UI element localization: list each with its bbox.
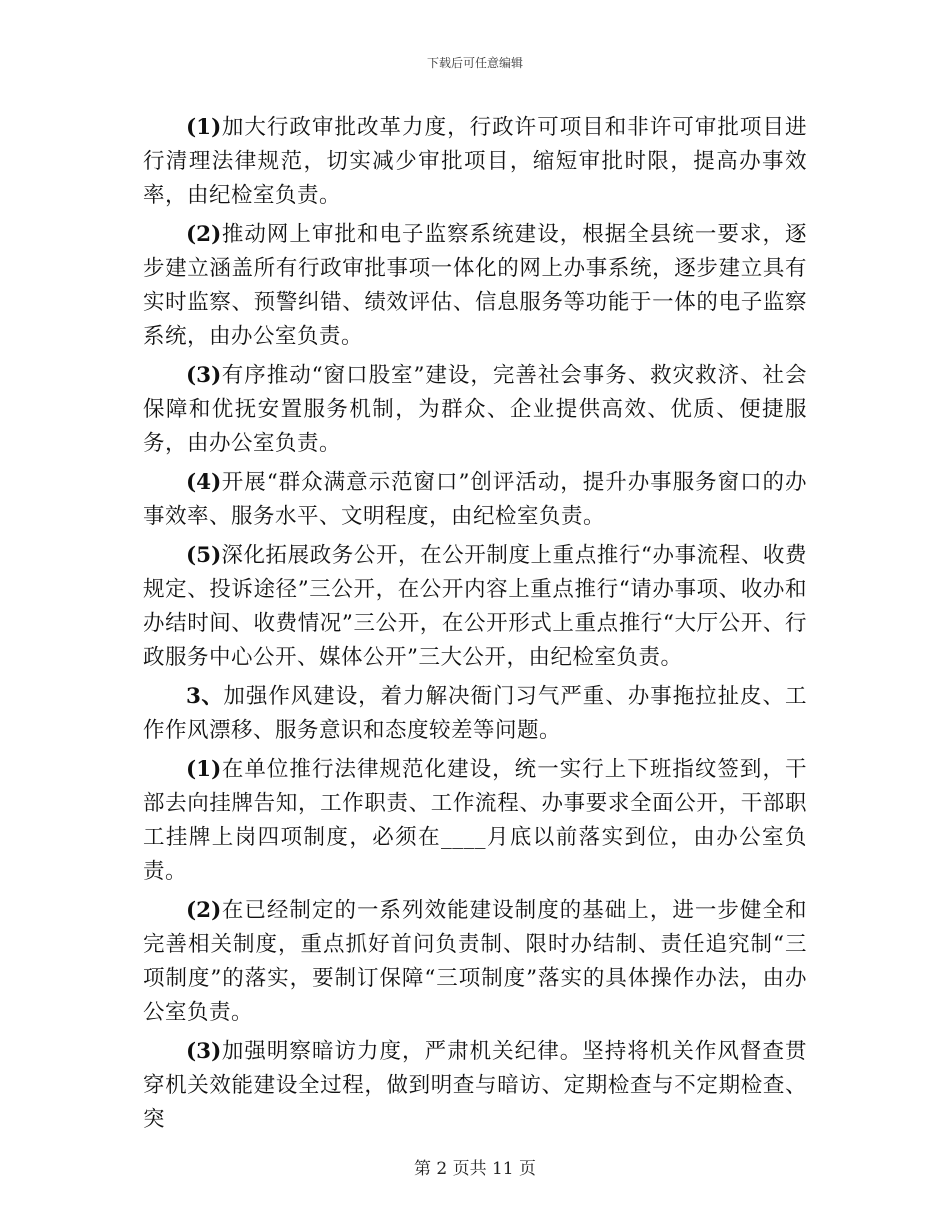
paragraph-2 [143, 218, 807, 354]
paragraph-text: 推动网上审批和电子监察系统建设，根据全县统一要求，逐步建立涵盖所有行政审批事项一体化的网上办事系统，逐步建立具有实时监察、预警纠错、绩效评估、信息服务等功能于一体的电子监察系统，由办公室负责。 [143, 222, 807, 349]
item-number: (3) [186, 363, 222, 388]
paragraph-1 [143, 111, 807, 213]
paragraph-8 [143, 894, 807, 1030]
paragraph-text: 加强作风建设，着力解决衙门习气严重、办事拖拉扯皮、工作作风漂移、服务意识和态度较差等问题。 [143, 684, 807, 743]
paragraph-7 [143, 753, 807, 889]
paragraph-text: 在单位推行法律规范化建设，统一实行上下班指纹签到，干部去向挂牌告知，工作职责、工作流程、办事要求全面公开，干部职工挂牌上岗四项制度，必须在____月底以前落实到位，由办公室负责。 [143, 757, 807, 884]
paragraph-text: 加大行政审批改革力度，行政许可项目和非许可审批项目进行清理法律规范，切实减少审批项目，缩短审批时限，提高办事效率，由纪检室负责。 [143, 115, 807, 208]
paragraph-text: 深化拓展政务公开，在公开制度上重点推行“办事流程、收费规定、投诉途径”三公开，在公开内容上重点推行“请办事项、收办和办结时间、收费情况”三公开，在公开形式上重点推行“大厅公开、行政服务中心公开、媒体公开”三大公开，由纪检室负责。 [143, 543, 807, 670]
paragraph-3 [143, 359, 807, 461]
item-number: (1) [186, 115, 222, 140]
item-number: (2) [186, 222, 222, 247]
item-number: (5) [186, 543, 222, 568]
paragraph-text: 有序推动“窗口股室”建设，完善社会事务、救灾救济、社会保障和优抚安置服务机制，为群众、企业提供高效、优质、便捷服务，由办公室负责。 [143, 363, 807, 456]
paragraph-9 [143, 1035, 807, 1137]
paragraph-4 [143, 466, 807, 534]
item-number: (4) [186, 470, 222, 495]
page-header: 下载后可任意编辑 [426, 56, 523, 70]
page-footer: 第 2 页共 11 页 [413, 1159, 537, 1179]
section-number: 3、 [186, 684, 224, 709]
paragraph-text: 在已经制定的一系列效能建设制度的基础上，进一步健全和完善相关制度，重点抓好首问负责制、限时办结制、责任追究制“三项制度”的落实，要制订保障“三项制度”落实的具体操作办法，由办公室负责。 [143, 898, 807, 1025]
item-number: (1) [186, 757, 222, 782]
paragraph-text: 加强明察暗访力度，严肃机关纪律。坚持将机关作风督查贯穿机关效能建设全过程，做到明查与暗访、定期检查与不定期检查、突 [143, 1039, 807, 1132]
paragraph-5 [143, 539, 807, 675]
item-number: (2) [186, 898, 222, 923]
item-number: (3) [186, 1039, 222, 1064]
document-body [143, 111, 807, 1142]
paragraph-6 [143, 680, 807, 748]
paragraph-text: 开展“群众满意示范窗口”创评活动，提升办事服务窗口的办事效率、服务水平、文明程度，由纪检室负责。 [143, 470, 807, 529]
